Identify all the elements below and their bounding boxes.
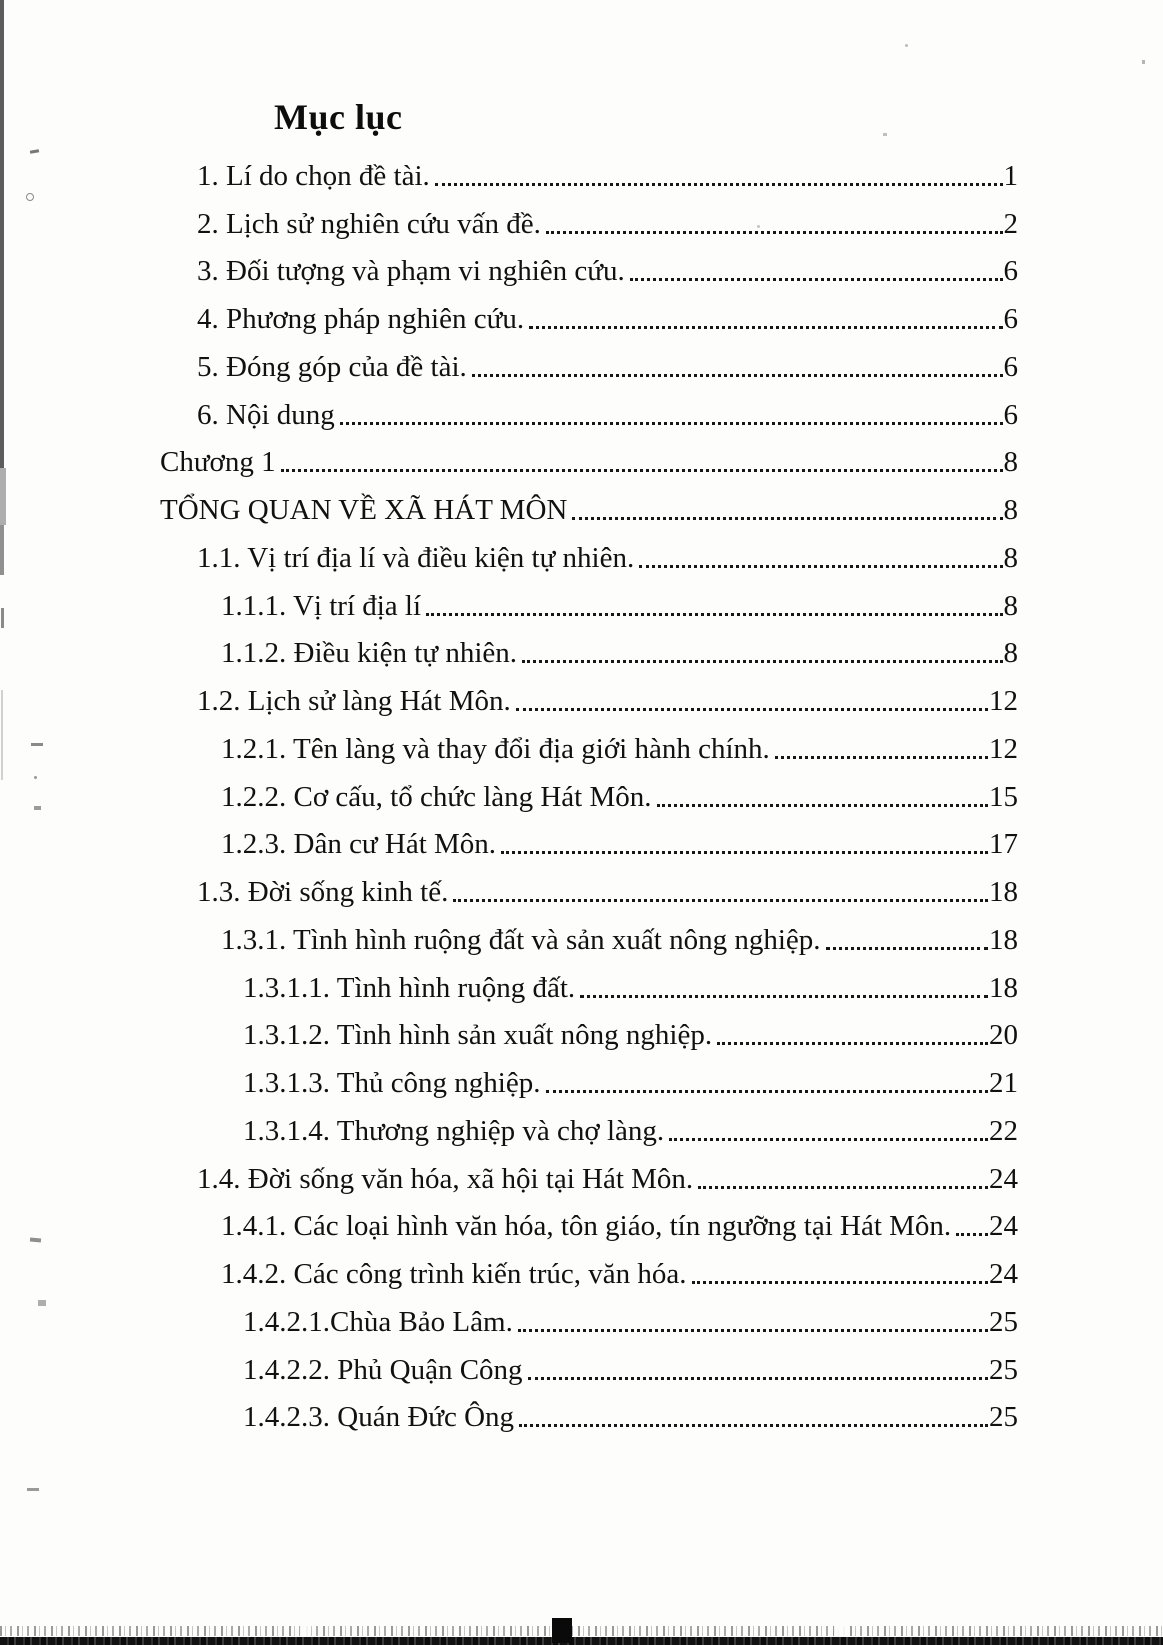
toc-entry-label: 1.3. Đời sống kinh tế. [197, 876, 449, 908]
toc-entry [160, 196, 1018, 244]
toc-entry-page-number: 17 [989, 828, 1018, 861]
toc-entry-label: 1.2. Lịch sử làng Hát Môn. [197, 685, 511, 717]
scan-artifact [905, 44, 908, 47]
toc-entry [160, 1103, 1018, 1151]
toc-entry-label: 1.4.2. Các công trình kiến trúc, văn hóa. [221, 1258, 687, 1290]
dot-leader [826, 947, 988, 950]
toc-entry-label: Chương 1 [160, 446, 276, 479]
toc-entry-label: 1.3.1.1. Tình hình ruộng đất. [243, 971, 576, 1004]
dot-leader [426, 613, 1002, 616]
dot-leader [519, 1424, 988, 1427]
toc-entry [160, 673, 1018, 721]
toc-entry-label: 1.2.3. Dân cư Hát Môn. [221, 828, 497, 861]
toc-entry-page-number: 6 [1003, 350, 1018, 383]
scan-edge-line [1, 608, 4, 628]
toc-entry-page-number: 8 [1003, 589, 1018, 622]
toc-entry-page-number: 25 [989, 1353, 1018, 1386]
scan-edge-line [0, 468, 6, 525]
toc-entry [160, 1008, 1018, 1056]
toc-entry-label: 1.3.1. Tình hình ruộng đất và sản xuất nông nghiệp. [221, 923, 821, 956]
dot-leader [522, 660, 1002, 663]
scan-artifact [38, 1300, 46, 1306]
scan-bottom-noise [0, 1619, 1163, 1645]
dot-leader [639, 565, 1002, 568]
toc-entry-page-number: 8 [1003, 541, 1018, 574]
dot-leader [692, 1281, 989, 1284]
toc-entry-page-number: 24 [989, 1210, 1018, 1243]
dot-leader [453, 899, 988, 902]
dot-leader [529, 326, 1002, 329]
toc-entry-page-number: 6 [1003, 398, 1018, 431]
toc-entry [160, 530, 1018, 578]
toc-entry [160, 864, 1018, 912]
toc-entry [160, 1342, 1018, 1390]
toc-entry-label: 4. Phương pháp nghiên cứu. [197, 303, 525, 335]
toc-entry-page-number: 8 [1003, 637, 1018, 670]
toc-entry-page-number: 24 [989, 1258, 1018, 1290]
scan-artifact [30, 1238, 41, 1243]
table-of-contents [160, 148, 1018, 1437]
page-title: Mục lục [274, 97, 403, 137]
toc-entry-page-number: 12 [989, 732, 1018, 765]
toc-entry [160, 912, 1018, 960]
dot-leader [669, 1138, 988, 1141]
toc-entry-label: 5. Đóng góp của đề tài. [197, 350, 467, 383]
toc-entry-label: 1. Lí do chọn đề tài. [197, 159, 430, 192]
dot-leader [528, 1377, 988, 1380]
toc-entry-label: 1.2.2. Cơ cấu, tổ chức làng Hát Môn. [221, 780, 652, 813]
toc-entry [160, 482, 1018, 530]
toc-entry-page-number: 20 [989, 1019, 1018, 1052]
dot-leader [546, 1090, 989, 1093]
scan-noise-blob [552, 1618, 572, 1643]
scan-edge-line [0, 0, 4, 468]
toc-entry-page-number: 6 [1003, 303, 1018, 335]
toc-entry-page-number: 22 [989, 1114, 1018, 1147]
toc-entry-label: 3. Đối tượng và phạm vi nghiên cứu. [197, 255, 625, 288]
toc-entry [160, 244, 1018, 292]
toc-entry-label: 1.3.1.3. Thủ công nghiệp. [243, 1067, 541, 1099]
scan-artifact [34, 806, 41, 810]
scan-artifact [883, 133, 887, 136]
toc-entry-label: 1.4.2.3. Quán Đức Ông [243, 1401, 515, 1434]
toc-entry [160, 387, 1018, 435]
dot-leader [717, 1042, 988, 1045]
dot-leader [501, 851, 988, 854]
toc-entry [160, 1390, 1018, 1438]
toc-entry [160, 960, 1018, 1008]
toc-entry [160, 578, 1018, 626]
dot-leader [572, 517, 1002, 520]
dot-leader [281, 469, 1003, 472]
toc-entry-page-number: 8 [1003, 446, 1018, 479]
scan-noise-row [0, 1637, 1163, 1645]
dot-leader [698, 1186, 988, 1189]
dot-leader [657, 804, 988, 807]
scan-artifact [30, 149, 39, 154]
dot-leader [580, 995, 988, 998]
toc-entry [160, 291, 1018, 339]
toc-entry-label: 6. Nội dung [197, 398, 335, 431]
toc-entry-label: 2. Lịch sử nghiên cứu vấn đề. [197, 207, 541, 240]
toc-entry-page-number: 18 [989, 876, 1018, 908]
toc-entry-label: 1.4.2.2. Phủ Quận Công [243, 1353, 523, 1386]
scan-edge-line [1, 690, 3, 780]
toc-entry [160, 721, 1018, 769]
toc-entry-label: 1.4.1. Các loại hình văn hóa, tôn giáo, tín ngưỡng tại Hát Môn. [221, 1210, 952, 1243]
scan-noise-gap [834, 1625, 846, 1637]
dot-leader [518, 1329, 988, 1332]
toc-entry-label: 1.1.2. Điều kiện tự nhiên. [221, 637, 518, 670]
toc-entry-label: 1.2.1. Tên làng và thay đổi địa giới hành chính. [221, 732, 770, 765]
toc-entry-page-number: 18 [989, 923, 1018, 956]
dot-leader [472, 374, 1003, 377]
scan-artifact [26, 193, 34, 201]
toc-entry-page-number: 8 [1003, 494, 1018, 526]
dot-leader [630, 278, 1003, 281]
toc-entry [160, 769, 1018, 817]
toc-entry-page-number: 24 [989, 1162, 1018, 1195]
toc-entry [160, 817, 1018, 865]
dot-leader [435, 183, 1003, 186]
toc-entry [160, 148, 1018, 196]
toc-entry-label: TỔNG QUAN VỀ XÃ HÁT MÔN [160, 494, 568, 526]
toc-entry-label: 1.4.2.1.Chùa Bảo Lâm. [243, 1305, 513, 1338]
toc-entry [160, 1294, 1018, 1342]
toc-entry-page-number: 15 [989, 780, 1018, 813]
scan-noise-gap [300, 1625, 310, 1637]
toc-entry-page-number: 1 [1003, 159, 1018, 192]
scan-edge-line [0, 525, 4, 575]
toc-entry-page-number: 2 [1003, 207, 1018, 240]
toc-entry [160, 626, 1018, 674]
toc-entry [160, 1055, 1018, 1103]
scan-artifact [27, 1488, 39, 1491]
toc-entry-page-number: 25 [989, 1401, 1018, 1434]
scan-artifact [34, 776, 37, 779]
toc-entry-page-number: 6 [1003, 255, 1018, 288]
toc-entry [160, 435, 1018, 483]
toc-entry-label: 1.1.1. Vị trí địa lí [221, 589, 422, 622]
toc-entry-page-number: 18 [989, 971, 1018, 1004]
dot-leader [546, 231, 1003, 234]
dot-leader [340, 422, 1003, 425]
dot-leader [956, 1233, 988, 1236]
toc-entry [160, 1246, 1018, 1294]
toc-entry [160, 1199, 1018, 1247]
toc-entry-label: 1.3.1.4. Thương nghiệp và chợ làng. [243, 1114, 665, 1147]
toc-entry-page-number: 12 [989, 685, 1018, 717]
toc-entry-label: 1.1. Vị trí địa lí và điều kiện tự nhiên. [197, 541, 635, 574]
toc-entry-page-number: 25 [989, 1305, 1018, 1338]
dot-leader [516, 708, 988, 711]
dot-leader [775, 756, 988, 759]
toc-entry [160, 339, 1018, 387]
scan-noise-row [0, 1626, 1163, 1636]
scan-artifact [1142, 60, 1145, 64]
toc-entry [160, 1151, 1018, 1199]
toc-entry-page-number: 21 [989, 1067, 1018, 1099]
toc-entry-label: 1.3.1.2. Tình hình sản xuất nông nghiệp. [243, 1019, 713, 1052]
scan-artifact [31, 743, 43, 746]
toc-entry-label: 1.4. Đời sống văn hóa, xã hội tại Hát Môn. [197, 1162, 694, 1195]
